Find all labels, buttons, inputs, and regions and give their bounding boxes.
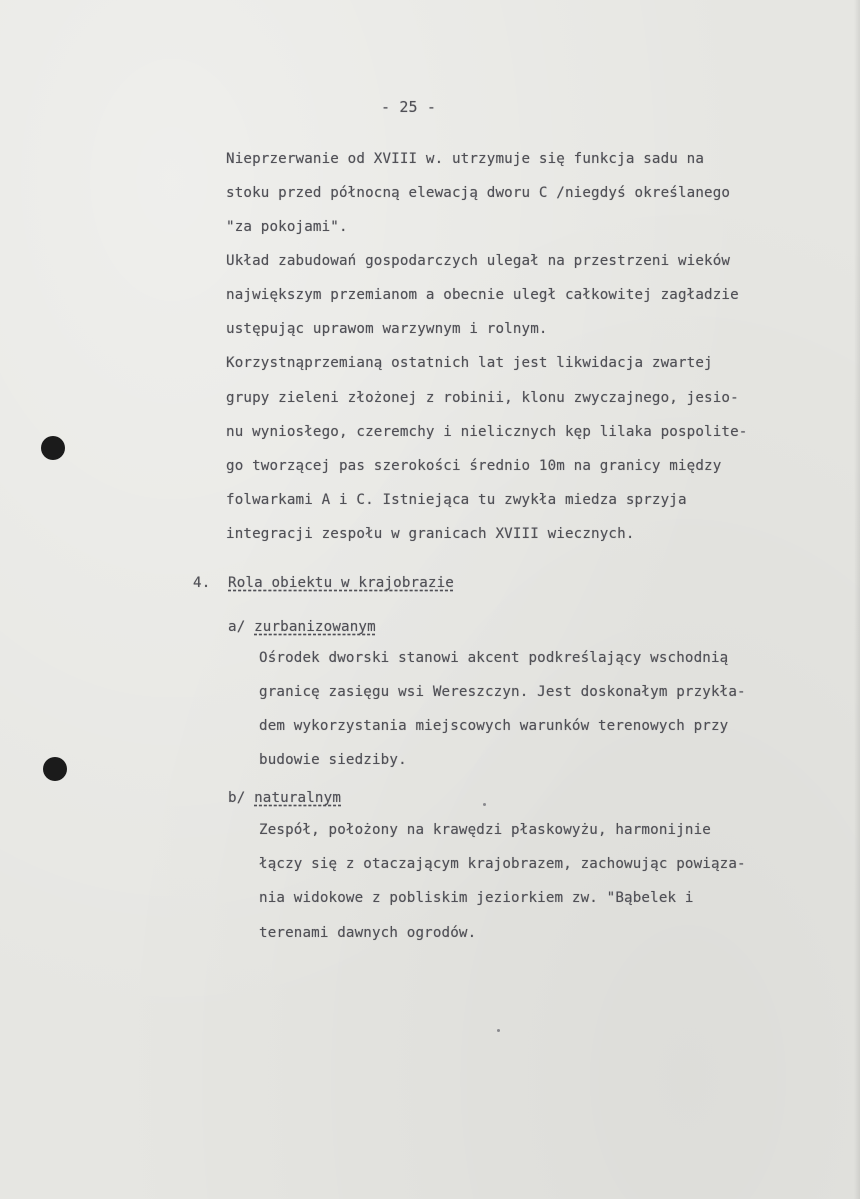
text-line: go tworzącej pas szerokości średnio 10m na granicy między: [226, 458, 722, 474]
subsection-a-label: a/: [228, 619, 246, 635]
text-line: największym przemianom a obecnie uległ całkowitej zagładzie: [226, 287, 739, 303]
paper-speck: [483, 803, 486, 806]
text-line: stoku przed północną elewacją dworu C /niegdyś określanego: [226, 185, 731, 201]
text-line: Ośrodek dworski stanowi akcent podkreślający wschodnią: [259, 650, 729, 666]
text-line: nu wyniosłego, czeremchy i nielicznych kęp lilaka pospolite-: [226, 424, 748, 440]
subsection-a-heading: [228, 619, 376, 635]
subsection-b-heading: [228, 790, 341, 806]
text-line: folwarkami A i C. Istniejąca tu zwykła miedza sprzyja: [226, 492, 687, 508]
text-line: łączy się z otaczającym krajobrazem, zachowując powiąza-: [259, 856, 746, 872]
text-line: grupy zieleni złożonej z robinii, klonu zwyczajnego, jesio-: [226, 390, 739, 406]
text-line: "za pokojami".: [226, 219, 348, 235]
text-line: Nieprzerwanie od XVIII w. utrzymuje się funkcja sadu na: [226, 151, 705, 167]
text-line: Korzystnąprzemianą ostatnich lat jest likwidacja zwartej: [226, 355, 713, 371]
subsection-b-title: naturalnym: [254, 790, 342, 806]
subsection-a-title: zurbanizowanym: [254, 619, 376, 635]
subsection-b-label: b/: [228, 790, 246, 806]
text-line: dem wykorzystania miejscowych warunków terenowych przy: [259, 718, 729, 734]
text-line: budowie siedziby.: [259, 752, 407, 768]
text-line: terenami dawnych ogrodów.: [259, 925, 477, 941]
page-number: - 25 -: [381, 98, 437, 116]
text-line: Układ zabudowań gospodarczych ulegał na przestrzeni wieków: [226, 253, 731, 269]
page-edge-shadow: [854, 0, 860, 1199]
paper-speck: [497, 1029, 500, 1032]
punch-hole: [43, 757, 67, 781]
section-heading: Rola obiektu w krajobrazie: [228, 575, 454, 591]
text-line: ustępując uprawom warzywnym i rolnym.: [226, 321, 548, 337]
section-number: 4.: [193, 575, 211, 591]
text-line: Zespół, położony na krawędzi płaskowyżu, harmonijnie: [259, 822, 711, 838]
punch-hole: [41, 436, 65, 460]
text-line: granicę zasięgu wsi Wereszczyn. Jest doskonałym przykła-: [259, 684, 746, 700]
text-line: integracji zespołu w granicach XVIII wiecznych.: [226, 526, 635, 542]
text-line: nia widokowe z pobliskim jeziorkiem zw. "Bąbelek i: [259, 890, 694, 906]
